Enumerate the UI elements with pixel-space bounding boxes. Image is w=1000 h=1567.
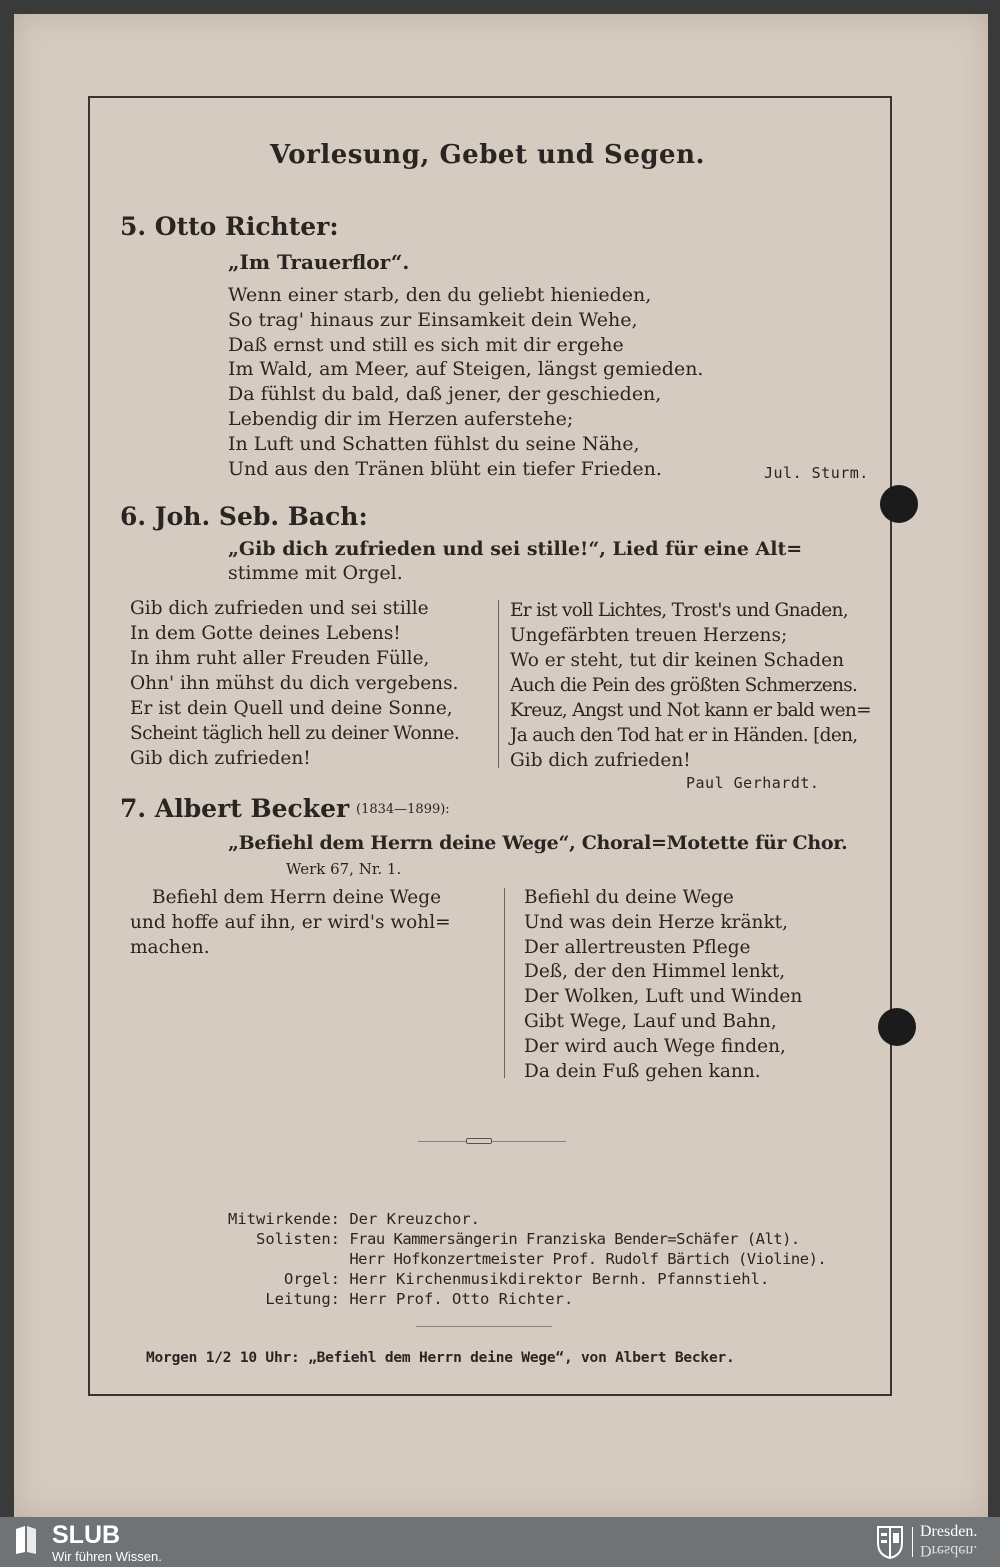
credit-line <box>192 1229 826 1249</box>
credits-block <box>192 1209 826 1309</box>
footnote: Morgen 1/2 10 Uhr: „Befiehl dem Herrn deine Wege“, von Albert Becker. <box>146 1350 735 1366</box>
dresden-logo-reflection: Dresden. <box>920 1542 978 1559</box>
section-7-heading: 7. Albert Becker <box>120 794 350 823</box>
verse-line: Gib dich zufrieden und sei stille <box>130 598 429 619</box>
section-6-right-column <box>510 598 871 773</box>
credit-line <box>192 1209 826 1229</box>
credit-line <box>192 1249 826 1269</box>
ornament-rule-right <box>492 1141 566 1142</box>
credit-role: Mitwirkende: <box>228 1210 340 1228</box>
verse-line: Ungefärbten treuen Herzens; <box>510 625 788 646</box>
credit-line <box>192 1269 826 1289</box>
dresden-logo-text[interactable]: Dresden. <box>920 1523 978 1540</box>
verse-line: Da dein Fuß gehen kann. <box>524 1060 761 1082</box>
credit-line <box>192 1289 826 1309</box>
verse-line: Er ist voll Lichtes, Trost's und Gnaden, <box>510 600 848 621</box>
credit-role: Solisten: <box>256 1230 340 1248</box>
credit-name: Herr Prof. Otto Richter. <box>349 1290 574 1308</box>
verse-line: Scheint täglich hell zu deiner Wonne. <box>130 723 460 744</box>
section-7-left-column <box>130 886 451 960</box>
slub-logo-text[interactable]: SLUB <box>52 1521 121 1549</box>
verse-line: Wo er steht, tut dir keinen Schaden <box>510 650 845 671</box>
verse-line: Befiehl du deine Wege <box>524 887 734 908</box>
verse-line: Ja auch den Tod hat er in Händen. [den, <box>510 725 858 746</box>
verse-line: Der allertreusten Pflege <box>524 936 751 958</box>
credit-role: Leitung: <box>265 1290 340 1308</box>
verse-line: machen. <box>130 936 210 958</box>
poem-line: In Luft und Schatten fühlst du seine Nähe, <box>228 432 640 455</box>
poem-line: Und aus den Tränen blüht ein tiefer Frieden. <box>228 457 662 480</box>
verse-line: Ohn' ihn mühst du dich vergebens. <box>130 673 459 694</box>
poem-line: Im Wald, am Meer, auf Steigen, längst gemieden. <box>228 358 704 381</box>
binding-hole <box>880 485 918 523</box>
poem-line: Wenn einer starb, den du geliebt hienieden, <box>228 284 652 306</box>
verse-line: Kreuz, Angst und Not kann er bald wen= <box>510 700 871 721</box>
credit-name: Herr Hofkonzertmeister Prof. Rudolf Bärtich (Violine). <box>349 1250 827 1268</box>
credit-role: Orgel: <box>284 1270 340 1288</box>
poem-line: Lebendig dir im Herzen auferstehe; <box>228 407 574 430</box>
dresden-coat-of-arms-icon <box>876 1525 904 1559</box>
credit-name: Herr Kirchenmusikdirektor Bernh. Pfannstiehl. <box>349 1270 770 1288</box>
poem-line: So trag' hinaus zur Einsamkeit dein Wehe, <box>228 308 638 331</box>
verse-line: Er ist dein Quell und deine Sonne, <box>130 698 453 719</box>
ornament-rule-left <box>418 1141 466 1142</box>
slub-tagline: Wir führen Wissen. <box>52 1549 162 1564</box>
verse-line: Gibt Wege, Lauf und Bahn, <box>524 1010 777 1032</box>
column-divider <box>498 600 499 768</box>
main-title: Vorlesung, Gebet und Segen. <box>270 140 706 170</box>
ornament-divider <box>466 1138 492 1144</box>
section-6-left-column <box>130 596 459 771</box>
verse-line: Auch die Pein des größten Schmerzens. <box>510 675 858 696</box>
section-6-title-line2: stimme mit Orgel. <box>228 562 403 584</box>
section-7-title: „Befiehl dem Herrn deine Wege“, Choral=Motette für Chor. <box>228 832 848 854</box>
poem-line: Da fühlst du bald, daß jener, der geschieden, <box>228 383 662 406</box>
credit-name: Frau Kammersängerin Franziska Bender=Schäfer (Alt). <box>349 1230 800 1248</box>
footnote-rule <box>416 1326 552 1327</box>
verse-line: In dem Gotte deines Lebens! <box>130 623 401 644</box>
section-5-author: Jul. Sturm. <box>764 464 869 482</box>
poem-line: Daß ernst und still es sich mit dir ergehe <box>228 333 624 356</box>
section-5-title: „Im Trauerflor“. <box>228 250 410 274</box>
column-divider <box>504 888 505 1078</box>
section-5-heading: 5. Otto Richter: <box>120 212 339 241</box>
verse-line: Gib dich zufrieden! <box>510 750 691 771</box>
verse-line: Der wird auch Wege finden, <box>524 1035 786 1057</box>
verse-line: Der Wolken, Luft und Winden <box>524 986 803 1008</box>
verse-line: Deß, der den Himmel lenkt, <box>524 961 786 983</box>
verse-line: Befiehl dem Herrn deine Wege <box>152 887 442 908</box>
section-5-poem <box>228 283 703 481</box>
section-6-title-line1: „Gib dich zufrieden und sei stille!“, Lied für eine Alt= <box>228 538 803 560</box>
credit-name: Der Kreuzchor. <box>349 1210 480 1228</box>
verse-line: Und was dein Herze kränkt, <box>524 911 788 933</box>
section-7-right-column <box>524 886 802 1084</box>
viewer-footer <box>0 1517 1000 1567</box>
section-7-years: (1834—1899): <box>356 802 450 817</box>
section-6-heading: 6. Joh. Seb. Bach: <box>120 502 368 531</box>
section-7-opus: Werk 67, Nr. 1. <box>286 860 402 878</box>
logo-separator <box>912 1527 913 1557</box>
binding-hole <box>878 1008 916 1046</box>
slub-book-icon <box>14 1525 38 1555</box>
section-6-author: Paul Gerhardt. <box>686 774 820 792</box>
verse-line: Gib dich zufrieden! <box>130 748 311 769</box>
verse-line: In ihm ruht aller Freuden Fülle, <box>130 648 430 669</box>
verse-line: und hoffe auf ihn, er wird's wohl= <box>130 911 451 933</box>
